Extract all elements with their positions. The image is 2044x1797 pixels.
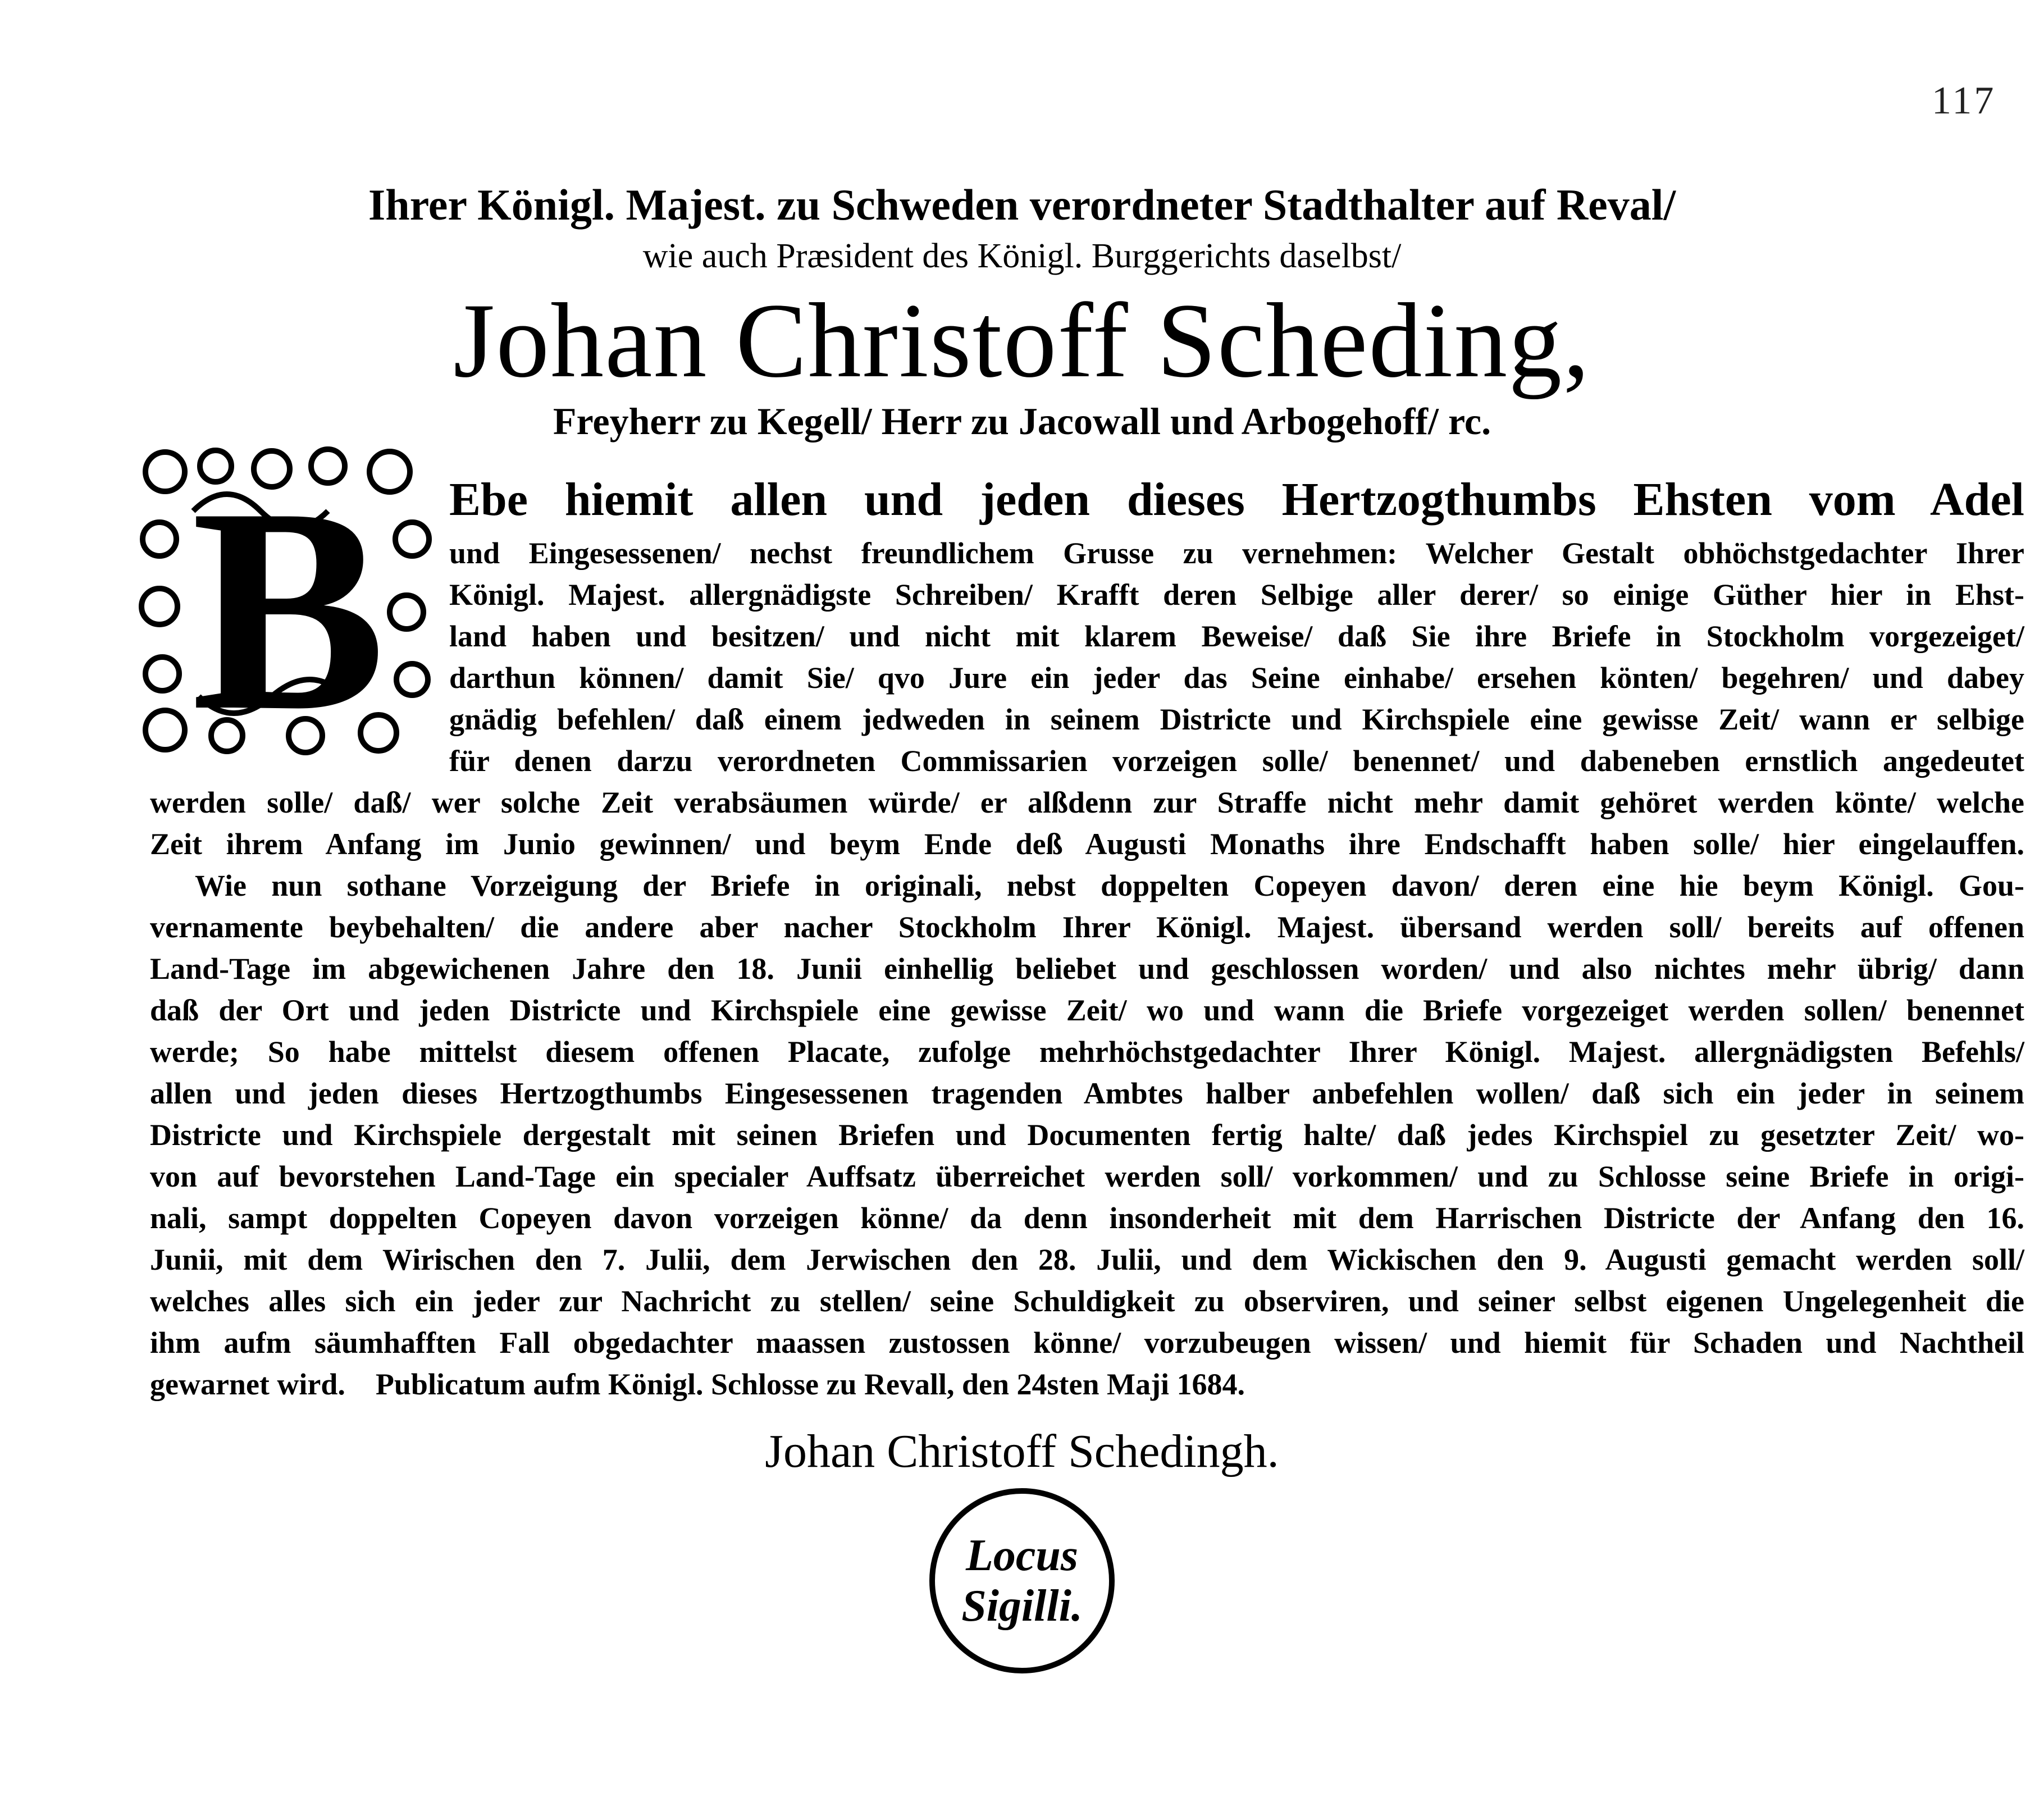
ornament-swirls-icon — [137, 444, 440, 758]
body-line: gnädig befehlen/ daß einem jedweden in seinem Districte und Kirchspiele eine gewisse Zeit/ wann er selbige — [449, 703, 2024, 736]
seal-locus-sigilli — [929, 1488, 1115, 1673]
signature: Johan Christoff Schedingh. — [765, 1425, 1279, 1477]
seal-text-2: Sigilli. — [961, 1581, 1083, 1631]
body-line: daß der Ort und jeden Districte und Kirchspiele eine gewisse Zeit/ wo und wann die Briefe vorgezeiget werden sollen/ benennet — [150, 993, 2024, 1027]
body-line: von auf bevorstehen Land-Tage ein specialer Auffsatz überreichet werden soll/ vorkommen/ und zu Schlosse seine Briefe in origi- — [150, 1160, 2024, 1193]
header-line-1: Ihrer Königl. Majest. zu Schweden verordneter Stadthalter auf Reval/ — [368, 180, 1676, 229]
body-line: Land-Tage im abgewichenen Jahre den 18. Junii einhellig beliebet und geschlossen worden/ und also nichtes mehr übrig/ dann — [150, 952, 2024, 986]
ornamental-initial — [137, 444, 440, 758]
body-line: für denen darzu verordneten Commissarien vorzeigen solle/ benennet/ und dabeneben ernstlich angedeutet — [449, 744, 2024, 778]
body-line: land haben und besitzen/ und nicht mit klarem Beweise/ daß Sie ihre Briefe in Stockholm vorgezeiget/ — [449, 619, 2024, 653]
dropcap-letter: B — [191, 448, 386, 758]
body-line: und Eingesessenen/ nechst freundlichem Grusse zu vernehmen: Welcher Gestalt obhöchstgedachter Ihrer — [449, 536, 2024, 570]
body-line-first: Ebe hiemit allen und jeden dieses Hertzogthumbs Ehsten vom Adel — [449, 473, 2024, 526]
body-line: allen und jeden dieses Hertzogthumbs Eingesessenen tragenden Ambtes halber anbefehlen wollen/ daß sich ein jeder in seinem — [150, 1077, 2024, 1110]
body-line: welches alles sich ein jeder zur Nachricht zu stellen/ seine Schuldigkeit zu observiren, und seiner selbst eigenen Ungelegenheit die — [150, 1284, 2024, 1318]
issuer-titles: Freyherr zu Kegell/ Herr zu Jacowall und Arbogehoff/ rc. — [553, 400, 1491, 443]
seal-text-1: Locus — [966, 1531, 1078, 1580]
body-line: vernamente beybehalten/ die andere aber nacher Stockholm Ihrer Königl. Majest. übersand werden soll/ bereits auf offenen — [150, 910, 2024, 944]
body-line: darthun können/ damit Sie/ qvo Jure ein jeder das Seine einhabe/ ersehen könten/ begehren/ und dabey — [449, 661, 2024, 695]
body-line: Zeit ihrem Anfang im Junio gewinnen/ und beym Ende deß Augusti Monaths ihre Endschafft haben solle/ hier eingelauffen. — [150, 827, 2024, 861]
body-line: Districte und Kirchspiele dergestalt mit seinen Briefen und Documenten fertig halte/ daß jedes Kirchspiel zu gesetzter Zeit/ wo- — [150, 1118, 2024, 1152]
body-line: nali, sampt doppelten Copeyen davon vorzeigen könne/ da denn insonderheit mit dem Harrischen Districte der Anfang den 16. — [150, 1201, 2024, 1235]
body-line: werde; So habe mittelst diesem offenen Placate, zufolge mehrhöchstgedachter Ihrer Königl. Majest. allergnädigsten Befehls/ — [150, 1035, 2024, 1069]
body-line: Wie nun sothane Vorzeigung der Briefe in originali, nebst doppelten Copeyen davon/ deren eine hie beym Königl. Gou- — [195, 869, 2024, 902]
issuer-name: Johan Christoff Scheding, — [453, 282, 1591, 400]
header-line-2: wie auch Præsident des Königl. Burggerichts daselbst/ — [642, 237, 1402, 275]
body-line: ihm aufm säumhafften Fall obgedachter maassen zustossen könne/ vorzubeugen wissen/ und hiemit für Schaden und Nachtheil — [150, 1326, 2024, 1360]
folio-number: 117 — [1932, 79, 1996, 122]
body-line: gewarnet wird. Publicatum aufm Königl. Schlosse zu Revall, den 24sten Maji 1684. — [150, 1367, 1245, 1401]
body-line: Junii, mit dem Wirischen den 7. Julii, dem Jerwischen den 28. Julii, und dem Wickischen den 9. Augusti gemacht werden soll/ — [150, 1243, 2024, 1276]
body-line: Königl. Majest. allergnädigste Schreiben/ Krafft deren Selbige aller derer/ so einige Güther hier in Ehst- — [449, 578, 2024, 612]
body-line: werden solle/ daß/ wer solche Zeit verabsäumen würde/ er alßdenn zur Straffe nicht mehr damit gehöret werden könte/ welche — [150, 786, 2024, 819]
